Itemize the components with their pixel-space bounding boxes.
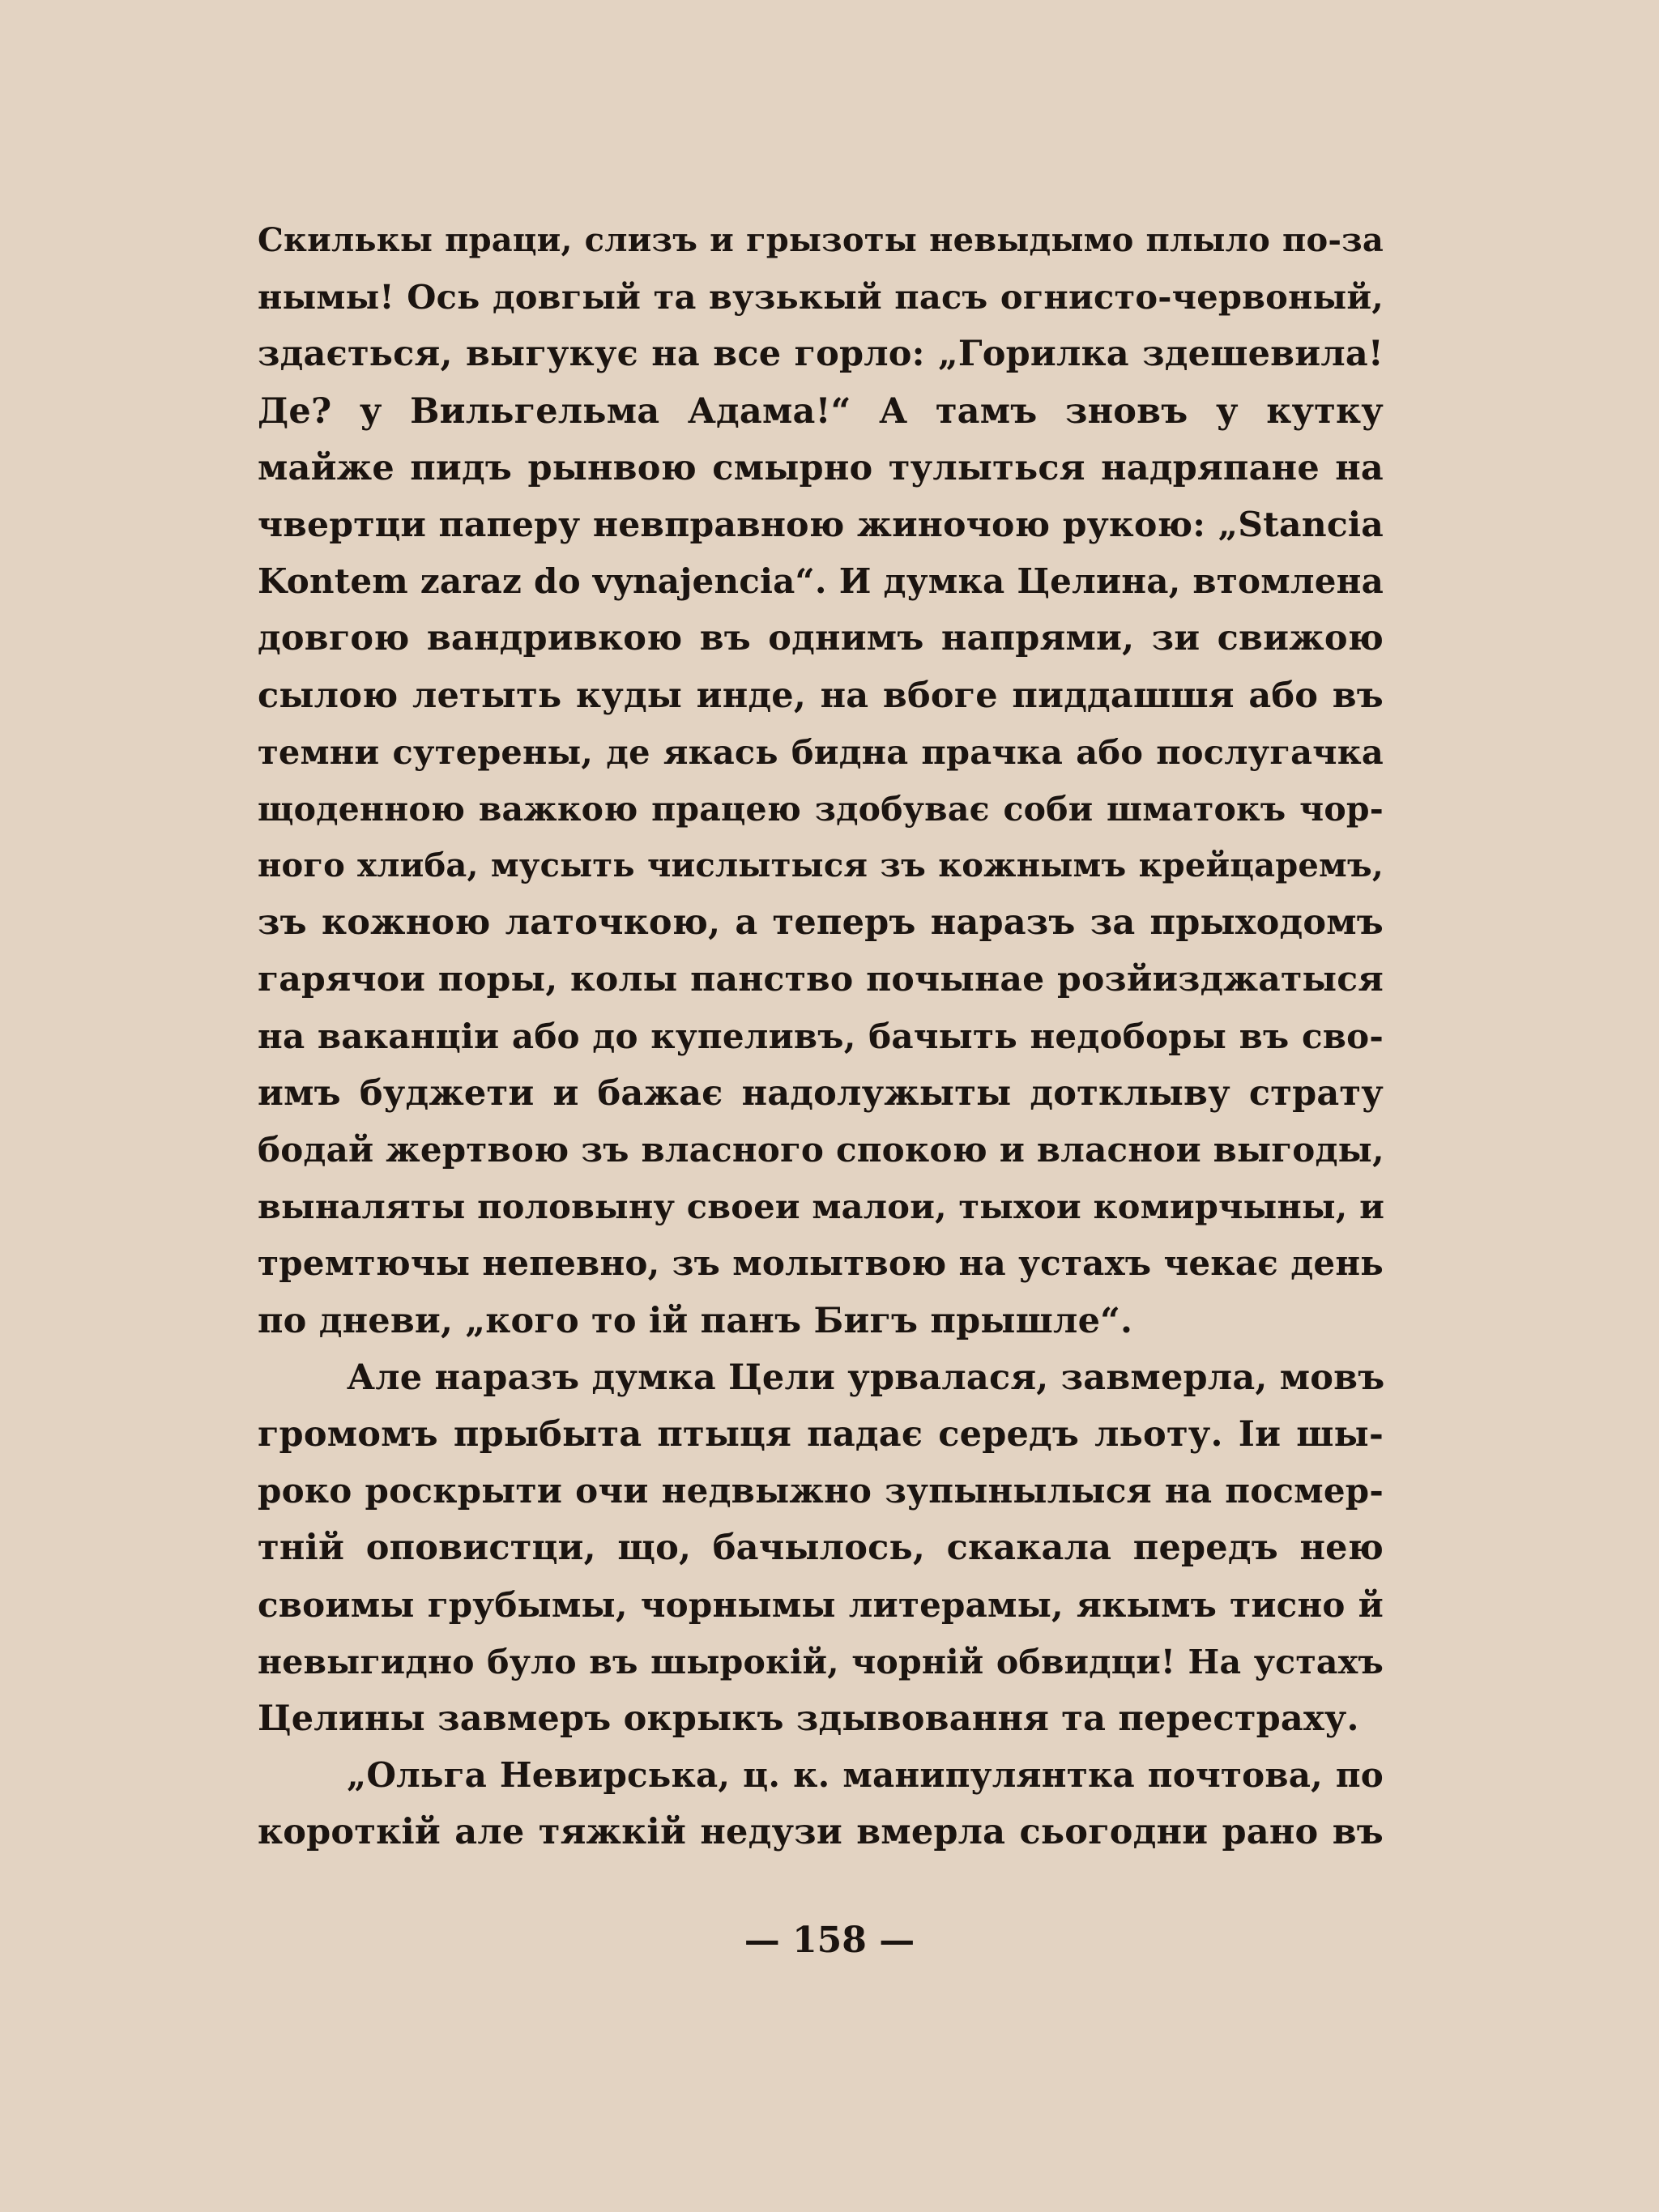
text-line: сылою летыть куды инде, на вбоге пиддашшя або въ bbox=[258, 675, 1384, 716]
text-line: довгою вандривкою въ однимъ напрями, зи свижою bbox=[258, 618, 1384, 659]
text-line: короткій але тяжкій недузи вмерла сьогодни рано въ bbox=[258, 1812, 1384, 1853]
text-line: громомъ прыбыта птыця падає середъ льоту. Іи шы- bbox=[258, 1413, 1384, 1455]
text-line: Але наразъ думка Цели урвалася, завмерла, мовъ bbox=[347, 1357, 1385, 1398]
text-line: своимы грубымы, чорнымы литерамы, якымъ тисно й bbox=[258, 1584, 1384, 1625]
text-line: гарячои поры, колы панство почынае розйизджатыся bbox=[258, 959, 1384, 1000]
text-line: Де? у Вильгельма Адама!“ А тамъ зновъ у кутку bbox=[258, 390, 1384, 432]
text-line: невыгидно було въ шырокій, чорній обвидци! На устахъ bbox=[258, 1642, 1384, 1681]
text-line: ного хлиба, мусыть числытыся зъ кожнымъ крейцаремъ, bbox=[258, 846, 1384, 885]
text-line: нымы! Ось довгый та вузькый пасъ огнисто-червоный, bbox=[258, 277, 1384, 318]
text-line: тремтючы непевно, зъ молытвою на устахъ чекає день bbox=[258, 1243, 1384, 1284]
text-block bbox=[258, 212, 1384, 1860]
text-line: на ваканціи або до купеливъ, бачыть недоборы въ сво- bbox=[258, 1016, 1384, 1056]
text-line: тній оповистци, що, бачылось, скакала передъ нею bbox=[258, 1528, 1384, 1569]
text-line: выналяты половыну своеи малои, тыхои комирчыны, и bbox=[258, 1187, 1385, 1227]
text-line: имъ буджети и бажає надолужыты дотклыву страту bbox=[258, 1072, 1384, 1114]
text-line: чвертци паперу невправною жиночою рукою: „Stancia bbox=[258, 504, 1384, 545]
text-line: майже пидъ рынвою смырно тулыться надряпане на bbox=[258, 447, 1384, 488]
text-line: роко роскрыти очи недвыжно зупынылыся на посмер- bbox=[258, 1471, 1384, 1511]
text-line: Скилькы праци, слизъ и грызоты невыдымо плыло по-за bbox=[258, 221, 1384, 259]
text-line: Kontem zaraz do vynajencia“. И думка Целина, втомлена bbox=[258, 561, 1384, 602]
text-line: здається, выгукує на все горло: „Горилка здешевила! bbox=[258, 334, 1384, 375]
text-line: по дневи, „кого то ій панъ Бигъ прышле“. bbox=[258, 1300, 1133, 1341]
text-line: бодай жертвою зъ власного спокою и власнои выгоды, bbox=[258, 1130, 1384, 1170]
text-line: зъ кожною латочкою, а теперъ наразъ за прыходомъ bbox=[258, 902, 1384, 944]
text-line: темни сутерены, де якась бидна прачка або послугачка bbox=[258, 731, 1384, 772]
text-line: щоденною важкою працею здобуває соби шматокъ чор- bbox=[258, 789, 1384, 829]
text-line: Целины завмеръ окрыкъ здывовання та перестраху. bbox=[258, 1698, 1359, 1739]
text-line: „Ольга Невирська, ц. к. манипулянтка почтова, по bbox=[347, 1755, 1384, 1796]
page-number: — 158 — bbox=[744, 1920, 915, 1961]
